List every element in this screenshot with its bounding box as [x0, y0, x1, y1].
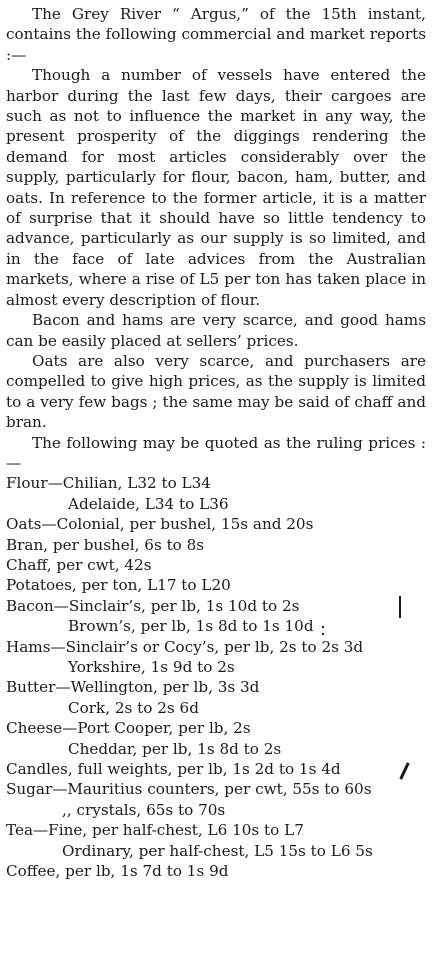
- price-row-hams-yorkshire: Yorkshire, 1s 9d to 2s: [68, 658, 235, 676]
- ink-speck-mark: [399, 596, 401, 618]
- price-row-butter-cork: Cork, 2s to 2s 6d: [68, 698, 199, 717]
- ink-dot-mark: [322, 626, 324, 628]
- bacon-paragraph: Bacon and hams are very scarce, and good hams can be easily placed at sellers’ prices.: [6, 311, 426, 350]
- price-row-cheese-cheddar: Cheddar, per lb, 1s 8d to 2s: [68, 739, 282, 758]
- price-row-oats: Oats—Colonial, per bushel, 15s and 20s: [6, 515, 314, 534]
- market-paragraph: Though a number of vessels have entered the harbor during the last few days, their cargoes are such as not to influence the market in any way, the present prosperity of the diggings rendering the demand for most articles considerably over the supply, particularly for flour, bacon, ham, butter, and oats. In reference to the former article, it is a matter of surprise that it should have so little tendency to advance, particularly as our supply is so limited, and in the face of late advices from the Australian markets, where a rise of L5 per ton has taken place in almost every description of flour.: [6, 66, 426, 309]
- price-row-potatoes: Potatoes, per ton, L17 to L20: [6, 576, 231, 595]
- price-row-bacon: Bacon—Sinclair’s, per lb, 1s 10d to 2s: [6, 596, 300, 615]
- intro-paragraph: The Grey River “ Argus,” of the 15th instant, contains the following commercial and market reports :—: [6, 5, 426, 64]
- price-row-sugar-crystals: ,, crystals, 65s to 70s: [62, 800, 226, 819]
- price-row-butter: Butter—Wellington, per lb, 3s 3d: [6, 678, 260, 697]
- oats-paragraph: Oats are also very scarce, and purchasers are compelled to give high prices, as the supply is limited to a very few bags ; the same may be said of chaff and bran.: [6, 351, 426, 432]
- price-row-tea: Tea—Fine, per half-chest, L6 10s to L7: [6, 821, 304, 840]
- price-row-tea-ordinary: Ordinary, per half-chest, L5 15s to L6 5s: [62, 841, 373, 860]
- price-row-bacon-browns: Brown’s, per lb, 1s 8d to 1s 10d: [68, 617, 314, 636]
- ruling-prices-paragraph: The following may be quoted as the ruling prices :—: [6, 433, 426, 472]
- price-row-coffee: Coffee, per lb, 1s 7d to 1s 9d: [6, 862, 229, 881]
- price-row-cheese: Cheese—Port Cooper, per lb, 2s: [6, 719, 251, 738]
- ink-dot-mark: [322, 633, 324, 635]
- price-row-bran: Bran, per bushel, 6s to 8s: [6, 535, 205, 554]
- price-list: [6, 473, 426, 881]
- price-row-chaff: Chaff, per cwt, 42s: [6, 555, 152, 574]
- price-row-candles: Candles, full weights, per lb, 1s 2d to 1s 4d: [6, 760, 341, 779]
- price-row-flour: Flour—Chilian, L32 to L34: [6, 474, 211, 493]
- price-row-flour-adelaide: Adelaide, L34 to L36: [68, 494, 229, 513]
- price-row-hams: Hams—Sinclair’s or Cocy’s, per lb, 2s to 2s 3d: [6, 637, 364, 656]
- price-row-sugar: Sugar—Mauritius counters, per cwt, 55s to 60s: [6, 780, 372, 799]
